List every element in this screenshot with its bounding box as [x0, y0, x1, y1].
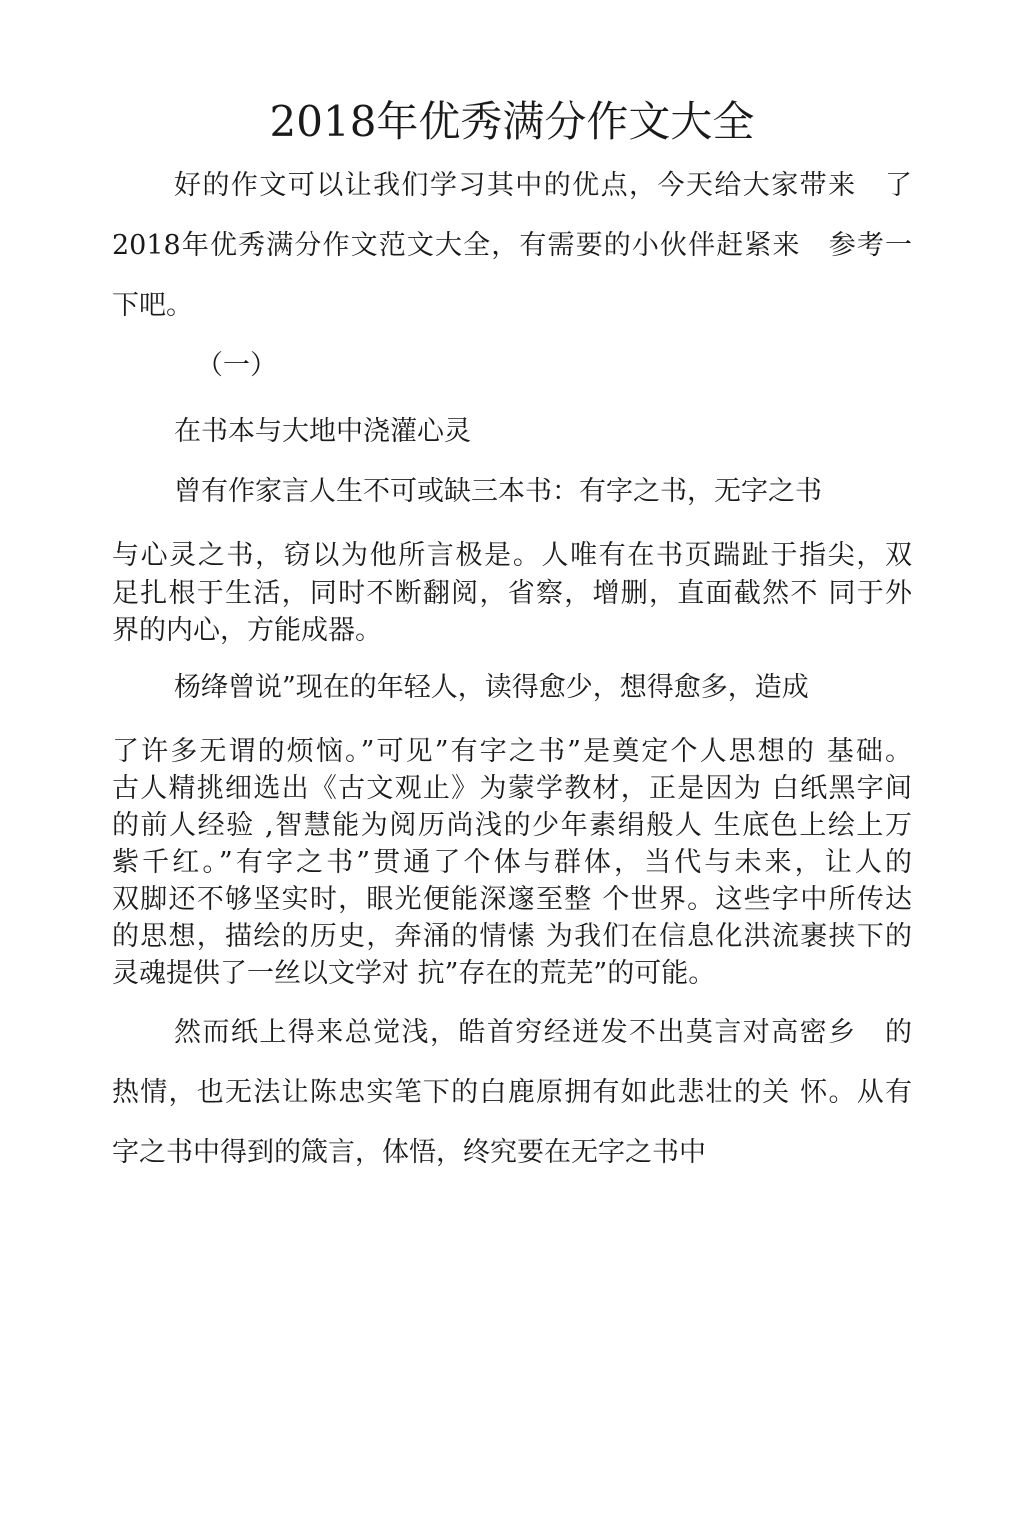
paragraph-2-line-1: 杨绛曾说”现在的年轻人，读得愈少，想得愈多，造成	[174, 672, 809, 703]
section-number: （一）	[196, 350, 277, 381]
paragraph-2-line-5: 紫千红。”有字之书”贯通了个体与群体，当代与未来，让人的	[112, 847, 912, 878]
paragraph-3-line-1: 然而纸上得来总觉浅，皓首穷经迸发不出莫言对高密乡 的	[174, 1017, 912, 1048]
essay-title: 在书本与大地中浇灌心灵	[174, 416, 471, 447]
paragraph-2-line-7: 的思想，描绘的历史，奔涌的情愫 为我们在信息化洪流裹挟下的	[112, 921, 912, 952]
document-title: 2018年优秀满分作文大全	[269, 97, 755, 146]
intro-line-3: 下吧。	[112, 290, 193, 321]
intro-line-1: 好的作文可以让我们学习其中的优点，今天给大家带来 了	[174, 170, 912, 201]
paragraph-2-line-2: 了许多无谓的烦恼。”可见”有字之书”是奠定个人思想的 基础。	[112, 736, 912, 767]
paragraph-3-line-2: 热情，也无法让陈忠实笔下的白鹿原拥有如此悲壮的关 怀。从有	[112, 1077, 912, 1108]
paragraph-1-line-4: 界的内心，方能成器。	[112, 615, 382, 646]
paragraph-2-line-4: 的前人经验 ,智慧能为阅历尚浅的少年素绢般人 生底色上绘上万	[112, 810, 912, 841]
paragraph-2-line-8: 灵魂提供了一丝以文学对 抗”存在的荒芜”的可能。	[112, 958, 716, 989]
paragraph-1-line-2: 与心灵之书，窃以为他所言极是。人唯有在书页踹趾于指尖，双	[112, 540, 912, 571]
paragraph-1-line-1: 曾有作家言人生不可或缺三本书：有字之书，无字之书	[174, 476, 822, 507]
paragraph-3-line-3: 字之书中得到的箴言，体悟，终究要在无字之书中	[112, 1137, 706, 1168]
intro-line-2: 2018年优秀满分作文范文大全，有需要的小伙伴赶紧来 参考一	[112, 230, 912, 261]
paragraph-1-line-3: 足扎根于生活，同时不断翻阅，省察，增删，直面截然不 同于外	[112, 578, 912, 609]
paragraph-2-line-6: 双脚还不够坚实时，眼光便能深邃至整 个世界。这些字中所传达	[112, 884, 912, 915]
paragraph-2-line-3: 古人精挑细选出《古文观止》为蒙学教材，正是因为 白纸黑字间	[112, 773, 912, 804]
